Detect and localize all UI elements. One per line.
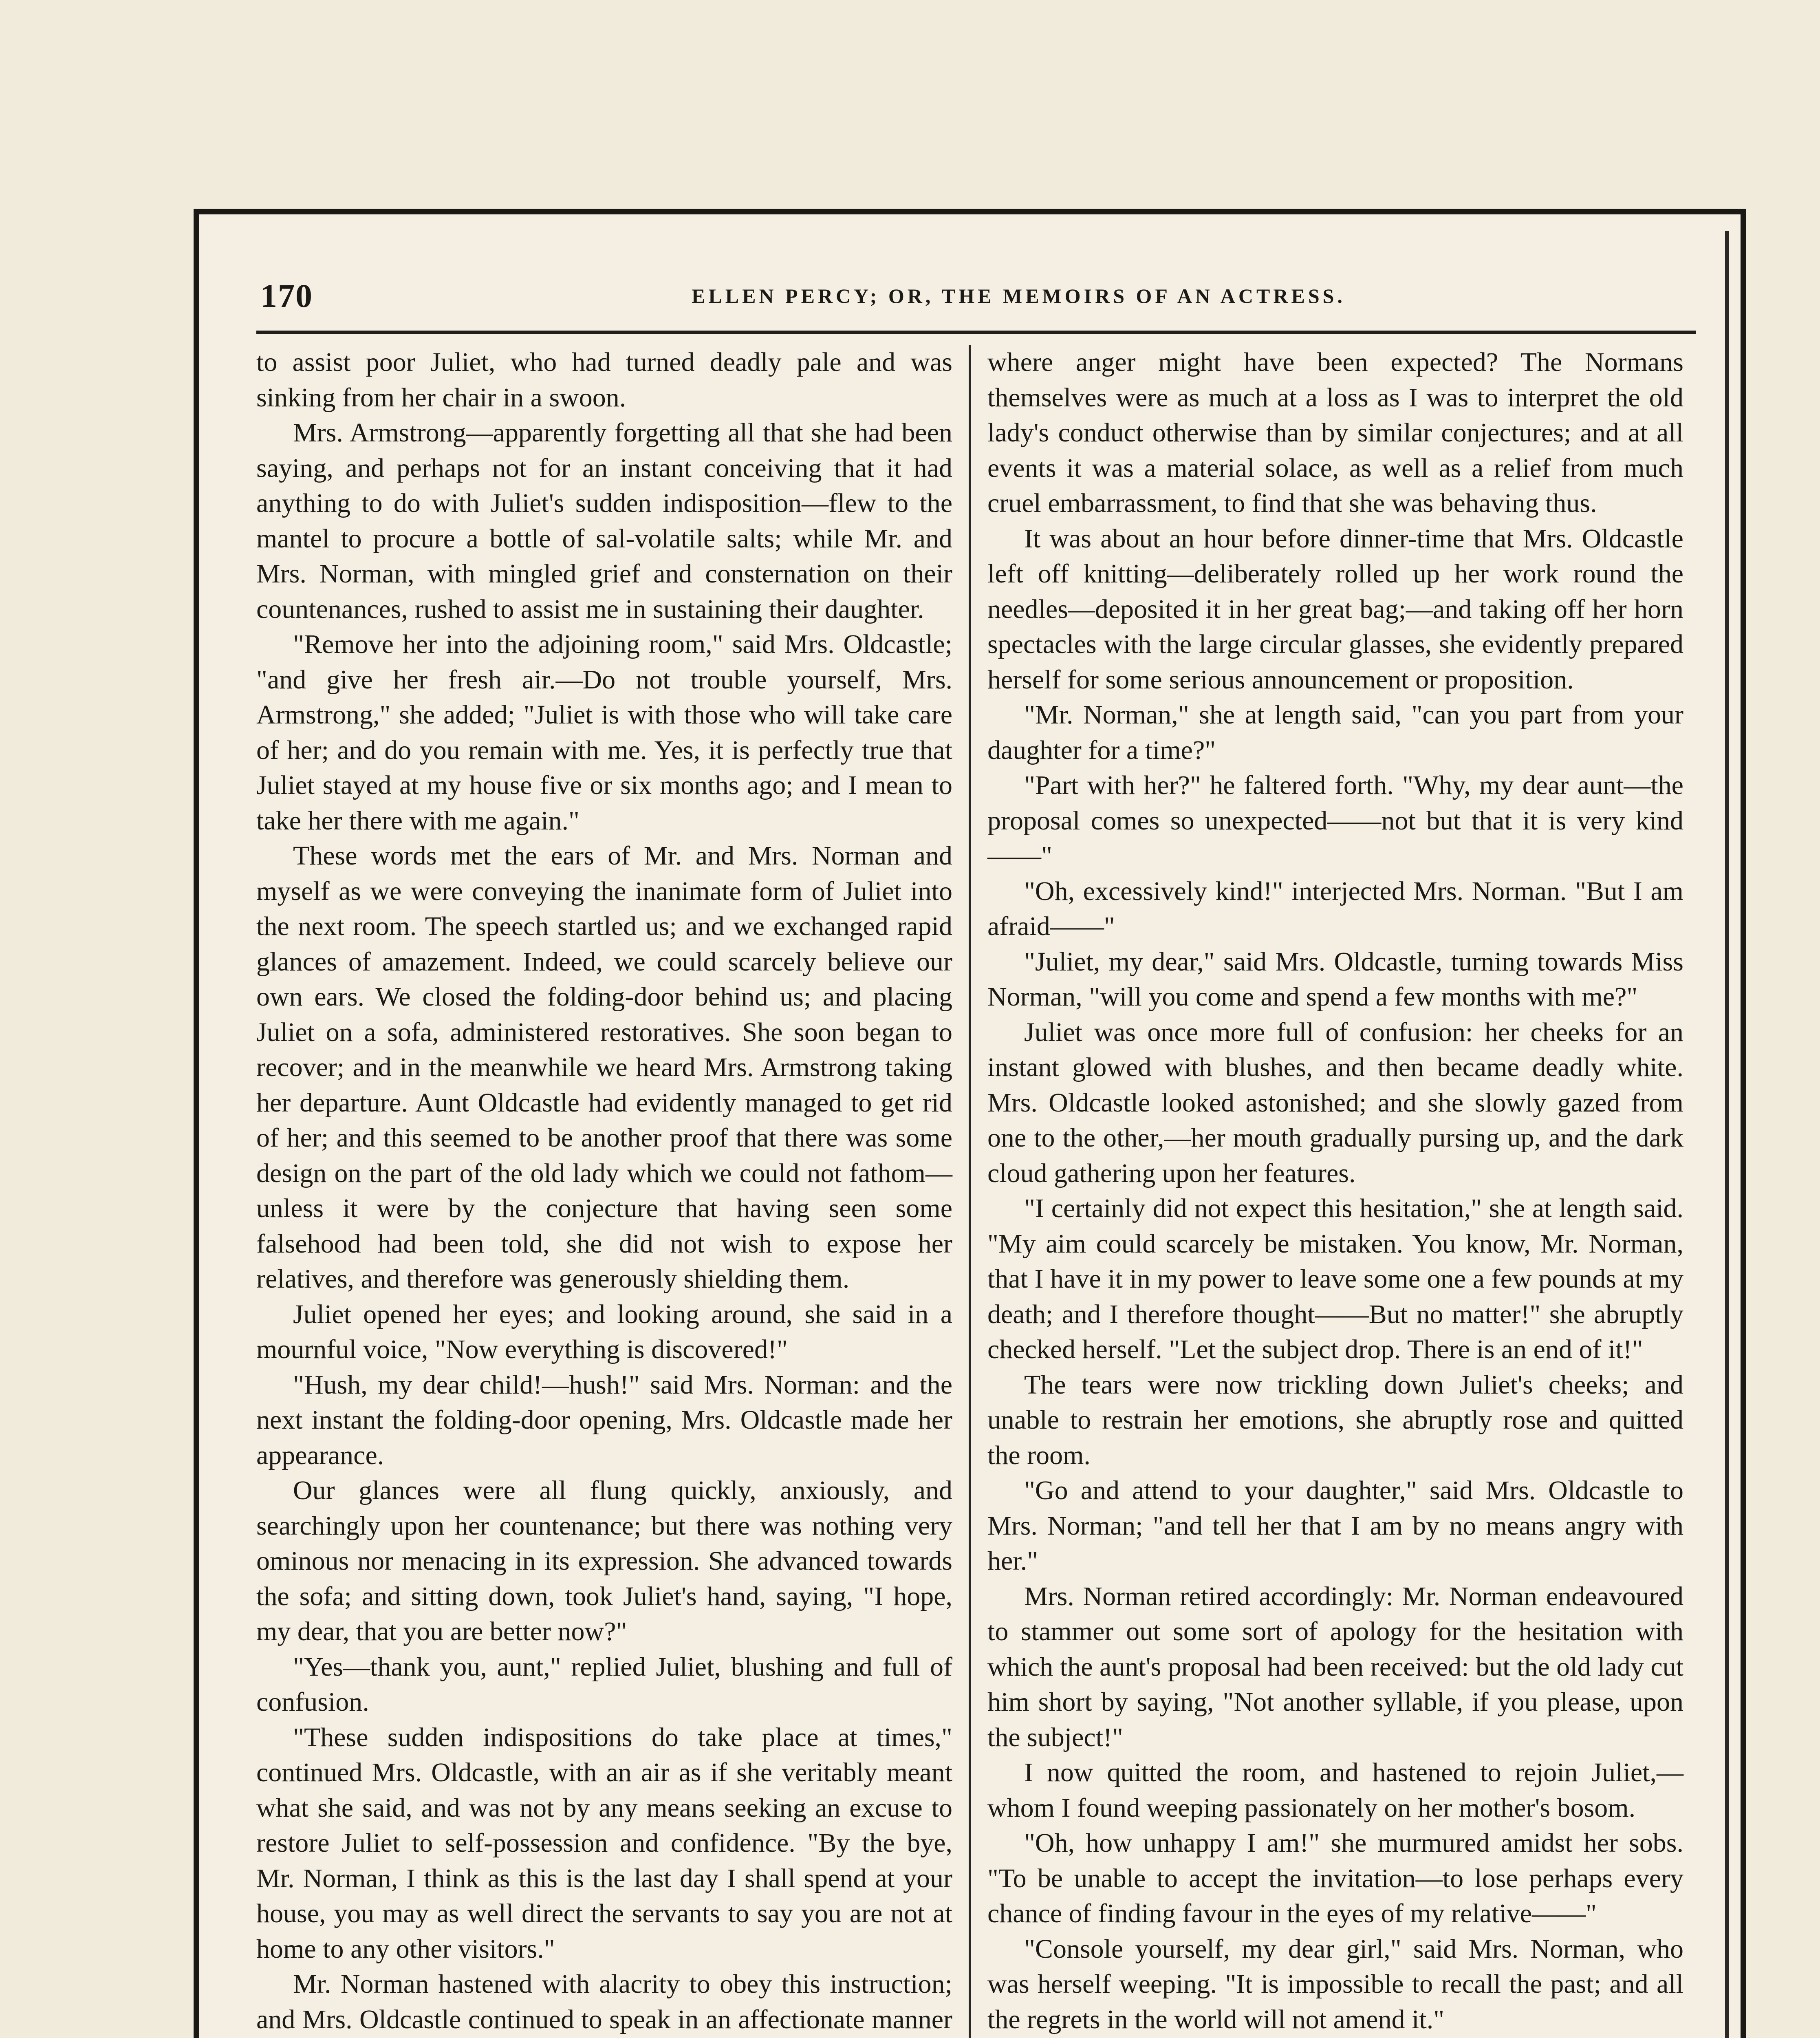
- paragraph: Juliet was once more full of confusion: her cheeks for an instant glowed with blushes, and then became deadly white. Mrs. Oldcastle looked astonished; and she slowly gazed from one to the other,—her mouth gradually pursing up, and the dark cloud gathering upon her features.: [987, 1017, 1683, 1188]
- paragraph: Our glances were all flung quickly, anxiously, and searchingly upon her countenance; but there was nothing very ominous nor menacing in its expression. She advanced towards the sofa; and sitting down, took Juliet's hand, saying, "I hope, my dear, that you are better now?": [256, 1476, 952, 1646]
- paragraph: "Hush, my dear child!—hush!" said Mrs. Norman: and the next instant the folding-door opening, Mrs. Oldcastle made her appearance.: [256, 1370, 952, 1470]
- running-head: ELLEN PERCY; OR, THE MEMOIRS OF AN ACTRESS.: [692, 285, 1346, 307]
- paragraph: "These sudden indispositions do take place at times," continued Mrs. Oldcastle, with an air as if she veritably meant what she said, and was not by any means seeking an excuse to restore Juliet to self-possession and confidence. "By the bye, Mr. Norman, I think as this is the last day I shall spend at your house, you may as well direct the servants to say you are not at home to any other visitors.": [256, 1722, 952, 1964]
- paragraph: to assist poor Juliet, who had turned deadly pale and was sinking from her chair in a swoon.: [256, 347, 952, 412]
- paragraph: Mrs. Norman retired accordingly: Mr. Norman endeavoured to stammer out some sort of apology for the hesitation with which the aunt's proposal had been received: but the old lady cut him short by saying, "Not another syllable, if you please, upon the subject!": [987, 1581, 1683, 1752]
- paragraph: Mrs. Armstrong—apparently forgetting all that she had been saying, and perhaps not for an instant conceiving that it had anything to do with Juliet's sudden indisposition—flew to the mantel to procure a bottle of sal-volatile salts; while Mr. and Mrs. Norman, with mingled grief and consternation on their countenances, rushed to assist me in sustaining their daughter.: [256, 418, 952, 624]
- paragraph: The tears were now trickling down Juliet's cheeks; and unable to restrain her emotions, she abruptly rose and quitted the room.: [987, 1370, 1683, 1470]
- page-number: 170: [260, 277, 313, 314]
- header-rule: [256, 331, 1696, 334]
- paragraph: It was about an hour before dinner-time that Mrs. Oldcastle left off knitting—deliberately rolled up her work round the needles—deposited it in her great bag;—and taking off her horn spectacles with the large circular glasses, she evidently prepared herself for some serious announcement or proposition.: [987, 523, 1683, 695]
- paragraph: where anger might have been expected? The Normans themselves were as much at a loss as I was to interpret the old lady's conduct otherwise than by similar conjectures; and at all events it was a material solace, as well as a relief from much cruel embarrassment, to find that she was behaving thus.: [987, 347, 1683, 518]
- paragraph: "Remove her into the adjoining room," said Mrs. Oldcastle; "and give her fresh air.—Do not trouble yourself, Mrs. Armstrong," she added; "Juliet is with those who will take care of her; and do you remain with me. Yes, it is perfectly true that Juliet stayed at my house five or six months ago; and I mean to take her there with me again.": [256, 629, 952, 836]
- paragraph: "I certainly did not expect this hesitation," she at length said. "My aim could scarcely be mistaken. You know, Mr. Norman, that I have it in my power to leave some one a few pounds at my death; and I therefore thought——But no matter!" she abruptly checked herself. "Let the subject drop. There is an end of it!": [987, 1193, 1683, 1364]
- page-header: [260, 271, 1692, 320]
- paragraph: Mr. Norman hastened with alacrity to obey this instruction; and Mrs. Oldcastle continued to speak in an affectionate manner: [256, 1969, 952, 2034]
- right-column: [971, 345, 1696, 2038]
- paragraph: "Oh, excessively kind!" interjected Mrs. Norman. "But I am afraid——": [987, 876, 1683, 941]
- left-column: [244, 345, 969, 2038]
- paragraph: "Mr. Norman," she at length said, "can you part from your daughter for a time?": [987, 700, 1683, 765]
- paragraph: "Yes—thank you, aunt," replied Juliet, blushing and full of confusion.: [256, 1652, 952, 1717]
- text-columns: [244, 345, 1696, 2038]
- paragraph: "Part with her?" he faltered forth. "Why, my dear aunt—the proposal comes so unexpected——not but that it is very kind——": [987, 770, 1683, 871]
- paragraph: "Go and attend to your daughter," said Mrs. Oldcastle to Mrs. Norman; "and tell her that I am by no means angry with her.": [987, 1476, 1683, 1576]
- right-edge-bar: [1725, 231, 1729, 2038]
- paragraph: "Oh, how unhappy I am!" she murmured amidst her sobs. "To be unable to accept the invitation—to lose perhaps every chance of finding favour in the eyes of my relative——": [987, 1828, 1683, 1928]
- paragraph: "Console yourself, my dear girl," said Mrs. Norman, who was herself weeping. "It is impossible to recall the past; and all the regrets in the world will not amend it.": [987, 1934, 1683, 2034]
- paragraph: These words met the ears of Mr. and Mrs. Norman and myself as we were conveying the inanimate form of Juliet into the next room. The speech startled us; and we exchanged rapid glances of amazement. Indeed, we could scarcely believe our own ears. We closed the folding-door behind us; and placing Juliet on a sofa, administered restoratives. She soon began to recover; and in the meanwhile we heard Mrs. Armstrong taking her departure. Aunt Oldcastle had evidently managed to get rid of her; and this seemed to be another proof that there was some design on the part of the old lady which we could not fathom—unless it were by the conjecture that having seen some falsehood had been told, she did not wish to expose her relatives, and therefore was generously shielding them.: [256, 841, 952, 1294]
- page-frame: [194, 209, 1746, 2038]
- paragraph: Juliet opened her eyes; and looking around, she said in a mournful voice, "Now everything is discovered!": [256, 1299, 952, 1364]
- paragraph: I now quitted the room, and hastened to rejoin Juliet,—whom I found weeping passionately on her mother's bosom.: [987, 1758, 1683, 1823]
- paragraph: "Juliet, my dear," said Mrs. Oldcastle, turning towards Miss Norman, "will you come and spend a few months with me?": [987, 946, 1683, 1012]
